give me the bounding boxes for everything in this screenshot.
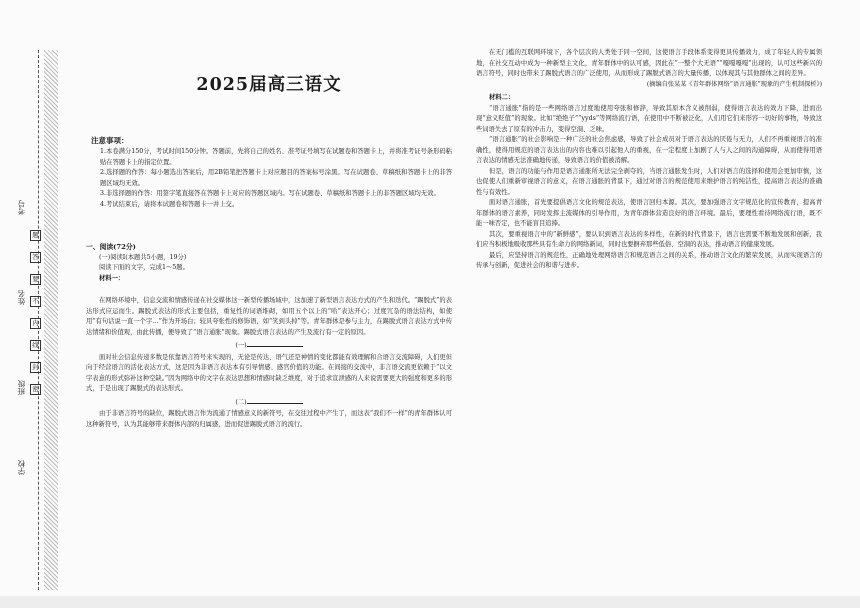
note-item-2: 2.选择题的作答：每小题选出答案后，用2B铅笔把答题卡上对应题目的答案标号涂黑。写在试题卷、草稿纸和答题卡上的非答题区域均无效。 xyxy=(100,169,452,187)
label-xingming: 姓名 xyxy=(17,290,26,305)
section-sub: (一)阅读Ⅰ(本题共5小题，19分) xyxy=(99,253,187,261)
right-paragraph-1: 在无门槛的互联网环境下，各个层次的人类处于同一空间，这使语言手段体系变得更具传播效力，成了年轻人的专属领地，在社交互动中成为一种新型主文化，青年群体中的认可感，因此在“一整个大无语”“嘎嘎嘎嘎”出现的，认可这些新兴的语言符号，同时也带来了踢脱式语言的广泛使用，从而形成了踢脱式语言的大量传播，以体现其与其他群体之间的差异。 xyxy=(476,49,822,77)
left-paragraph-2: 面对社会信息传递多数是依靠语言符号来实现的，无论是传达、语气还是神情的变化都能有效理解和合语言交流障碍，人们更但向于经营语言的活化表达方式，这是因为非语言表达本有引导情感、感官价值的功能。在间接的交流中，非言语交流更依赖于“以文字表意的形式弥补这种空缺。”因为网络中的文字在表达思想和情感时缺乏维度，对于追求宣泄感的人来说需要更大的强度和更多的形式，于是出现了踢脱式的表达形式。 xyxy=(86,353,452,392)
seal-char-2: 答 xyxy=(30,252,41,263)
note-item-4: 4.考试结束后，请将本试题卷和答题卡一并上交。 xyxy=(100,200,239,208)
notes-heading: 注意事项： xyxy=(91,136,129,145)
left-paragraph-1: 在网络环境中，信息交流和情感传递在社交媒体这一新型传播场域中，这加速了新型语言表达方式的产生和迭代。“踢脱式”的表达形式应运而生。踢脱式表达的形式主要包括，重复性的词语堆砌，如用五个以上的“哈”表达开心；过度冗杂的语法结构，如使用“有句话说一直一个字…”作为开场白；较具夸张性的修饰语，如“笑到头掉”等。青年群体是参与主力，在踢脱式语言表达方式中传达情绪和价值观，由此传播，便导致了“语言通胀”现象。踢脱式语言表达的产生及流行有一定的原因。 xyxy=(86,297,452,336)
label-kaohao: 考号 xyxy=(17,200,26,215)
page-footer-bar xyxy=(0,596,860,608)
seal-char-7: 封 xyxy=(30,362,41,373)
right-paragraph-4: 但是，语言的功能与作用是语言通胀所无法完全剥夺的，当语言通胀发生时，人们对语言的选择和使用会更加审慎，这也促使人们重新审视语言的意义，在语言通胀的背景下，通过对语言的规范使用来维护语言的纯洁性，提高语言表达的准确性与有效性。 xyxy=(476,167,822,196)
right-paragraph-7: 最后，应坚持语言的规范性，正确地处理网络语言和规范语言之间的关系，推动语言文化的繁荣发展，从而实现语言的传承与创新，促进社会的和谐与进步。 xyxy=(476,251,822,269)
right-paragraph-6: 其次，要重视语言中的“新鲜感”，要认识到语言表达的多样性，在新的时代背景下，语言也需要不断地发展和创新，我们应当积极地吸收那些具有生命力的网络新词，同时也要摒弃那些低俗、空洞的表达，推动语言的健康发展。 xyxy=(476,230,822,248)
seal-char-8: 密 xyxy=(30,384,41,395)
material-1-label: 材料一： xyxy=(99,274,125,282)
note-item-3: 3.非选择题的作答：用签字笔直接答在答题卡上对应的答题区域内。写在试题卷、草稿纸和答题卡上的非答题区域均无效。 xyxy=(100,190,440,197)
label-banji: 班级 xyxy=(17,380,26,395)
seal-char-4: 不 xyxy=(30,296,41,307)
right-column-body xyxy=(476,48,822,272)
source-attribution: (摘编自张某某《青年群体网络“语言通胀”现象的产生机制探析》) xyxy=(646,80,822,88)
left-paragraph-3: 由于非语言符号的缺位，踢脱式语言作为流通了情感意义的新符号，在交往过程中产生了，而这表“我们不一样”的青年群体认可这种新符号，认为其能够带来群体内部的归属感，进而促进踢脱式语言的流行。 xyxy=(86,410,452,428)
left-column-body xyxy=(86,296,452,430)
subsection-1: (一) xyxy=(86,339,452,352)
subsection-2: (二) xyxy=(86,396,452,409)
exam-title: 2025届高三语文 xyxy=(196,75,342,95)
binding-hatch xyxy=(44,50,58,590)
seal-char-1: 题 xyxy=(30,230,41,241)
right-paragraph-5: 面对语言通胀，首先要提倡语言文化的规范表达，使语言回归本源。其次，要加强语言文字规范化的宣传教育，提高青年群体的语言素养，同时发挥主流媒体的引导作用，为青年群体营造良好的语言环境。最后，要理性看待网络流行语，既不能一味否定，也不能盲目追捧。 xyxy=(476,199,822,227)
label-xuexiao: 学校 xyxy=(17,460,26,475)
section-header xyxy=(86,242,452,284)
section-instruction: 阅读下面的文字，完成1～5题。 xyxy=(99,264,189,271)
right-paragraph-3: “语言通胀”的社会影响是一种广泛的社会焦虑感，导致了社会成员对于语言表达的厌倦与无力，人们不再重视语言的准确性，使得用规范的语言表达出的内容也难以引起他人的重视，在一定程度上加剧了人与人之间的沟通障碍，从而使得用语言表达的情感无法准确地传递，导致语言的价值被消解。 xyxy=(476,136,822,164)
section-heading: 一、阅读(72分) xyxy=(86,243,136,251)
notes-list xyxy=(100,147,452,210)
right-paragraph-2: “语言通胀”指的是一些网络语言过度地使用夸张和修辞，导致其原本含义被削弱，使得语言表达的效力下降，进而出现“意义贬值”的现象。比如“绝绝子”“yyds”等网络流行语，在使用中不断被泛化，人们用它们来形容一切好的事物，导致这些词语失去了原有的冲击力，变得空洞、乏味。 xyxy=(476,104,822,133)
seal-char-5: 内 xyxy=(30,318,41,329)
seal-char-3: 要 xyxy=(30,274,41,285)
material-2-label: 材料二： xyxy=(489,94,515,101)
note-item-1: 1.本卷满分150分，考试时间150分钟。答题前，先将自己的姓名、准考证号填写在试题卷和答题卡上，并将准考证号条形码粘贴在答题卡上的指定位置。 xyxy=(100,148,452,166)
seal-char-6: 线 xyxy=(30,340,41,351)
